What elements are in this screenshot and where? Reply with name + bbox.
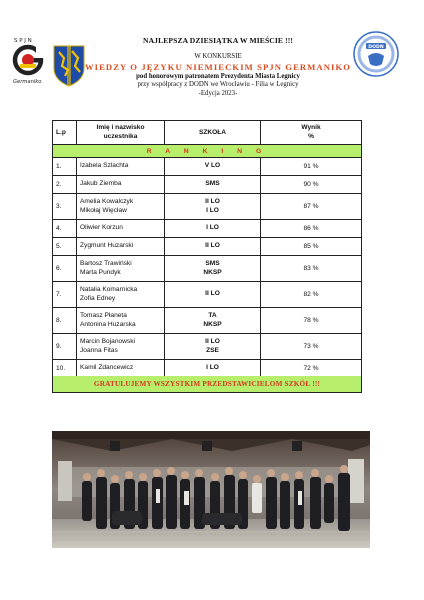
school-name-line: NKSP [203,268,222,276]
rank-number: 5. [53,238,77,256]
participant-name-line: Mikołaj Więcław [80,206,127,214]
school-name-line: TA [208,312,217,320]
participant-name [77,256,165,282]
school-name-line: II LO [205,198,220,206]
school-name [165,194,261,220]
school-name [165,238,261,256]
table-row [53,282,362,308]
school-name [165,282,261,308]
header-lp: L.p [53,121,77,145]
contest-title: WIEDZY O JĘZYKU NIEMIECKIM SPJN GERMANIKO [84,61,352,72]
participant-name-line: Bartosz Trawiński [80,260,132,268]
spjn-logo-text: S P J N [14,38,32,44]
rank-number: 10. [53,360,77,378]
result-percent: 85 % [261,238,362,256]
table-row [53,334,362,360]
school-name [165,256,261,282]
school-name [165,334,261,360]
school-name-line: II LO [205,242,220,250]
rank-number: 3. [53,194,77,220]
participant-name [77,176,165,194]
result-percent: 91 % [261,158,362,176]
rank-number: 4. [53,220,77,238]
participant-name-line: Zofia Edney [80,294,116,302]
school-name [165,176,261,194]
participant-name-line: Antonina Huzarska [80,320,136,328]
dodn-logo-text: DODN [368,44,384,50]
ranking-table [52,120,362,378]
table-row [53,220,362,238]
ranking-banner-row [53,145,362,158]
rank-number: 8. [53,308,77,334]
group-photo-illustration [52,431,370,548]
school-name-line: ZSE [206,346,219,354]
germaniko-logo-text: Germaniko [13,79,42,85]
school-name-line: SMS [205,180,220,188]
header [84,36,352,98]
edition-line: -Edycja 2023- [198,89,238,97]
participant-name [77,360,165,378]
header-top: NAJLEPSZA DZIESIĄTKA W MIEŚCIE !!! [143,36,293,45]
rank-number: 9. [53,334,77,360]
table-row [53,176,362,194]
rank-number: 7. [53,282,77,308]
participant-name [77,158,165,176]
school-name [165,360,261,378]
participant-name [77,334,165,360]
table-header-row [53,121,362,145]
result-percent: 78 % [261,308,362,334]
rank-number: 2. [53,176,77,194]
header-name: Imię i nazwisko uczestnika [77,121,165,145]
school-name [165,308,261,334]
participant-name-line: Natalia Komarnicka [80,286,138,294]
header-result: Wynik % [261,121,362,145]
result-percent: 90 % [261,176,362,194]
group-photo [52,431,370,548]
table-row [53,360,362,378]
school-name [165,158,261,176]
participant-name [77,194,165,220]
participant-name-line: Tomasz Płaneta [80,312,127,320]
school-name-line: I LO [206,364,219,372]
ranking-body [53,158,362,378]
school-name [165,220,261,238]
result-percent: 87 % [261,194,362,220]
participant-name-line: Oliwier Korzun [80,224,123,232]
participant-name-line: Marcin Bojanowski [80,338,135,346]
table-row [53,194,362,220]
table-row [53,308,362,334]
participant-name-line: Marta Pundyk [80,268,121,276]
participant-name [77,282,165,308]
result-percent: 82 % [261,282,362,308]
congratulations-banner: GRATULUJEMY WSZYSTKIM PRZEDSTAWICIELOM SZKÓŁ !!! [52,376,362,393]
rank-number: 6. [53,256,77,282]
school-name-line: NKSP [203,320,222,328]
participant-name-line: Amelia Kowalczyk [80,198,134,206]
school-name-line: I LO [206,206,219,214]
result-percent: 72 % [261,360,362,378]
participant-name-line: Jakub Ziemba [80,180,122,188]
school-name-line: I LO [206,224,219,232]
table-row [53,256,362,282]
school-name-line: V LO [204,162,221,170]
participant-name-line: Kamil Zdancewicz [80,364,134,372]
header-school: SZKOŁA [165,121,261,145]
rank-number: 1. [53,158,77,176]
participant-name [77,238,165,256]
participant-name-line: Izabela Szlachta [80,162,129,170]
school-name-line: II LO [205,338,220,346]
cooperation-line: przy współpracy z DODN we Wrocławiu - Filia w Legnicy [137,81,299,89]
participant-name-line: Zygmunt Huzarski [80,242,134,250]
result-percent: 73 % [261,334,362,360]
participant-name [77,308,165,334]
participant-name [77,220,165,238]
participant-name-line: Joanna Fitas [80,346,118,354]
result-percent: 83 % [261,256,362,282]
school-name-line: SMS [205,260,220,268]
table-row [53,238,362,256]
table-row [53,158,362,176]
school-name-line: II LO [205,290,220,298]
patronage-line: pod honorowym patronatem Prezydenta Miasta Legnicy [136,72,300,80]
ranking-banner: R A N K I N G [53,145,362,158]
result-percent: 86 % [261,220,362,238]
header-contest-label: W KONKURSIE [194,53,242,61]
